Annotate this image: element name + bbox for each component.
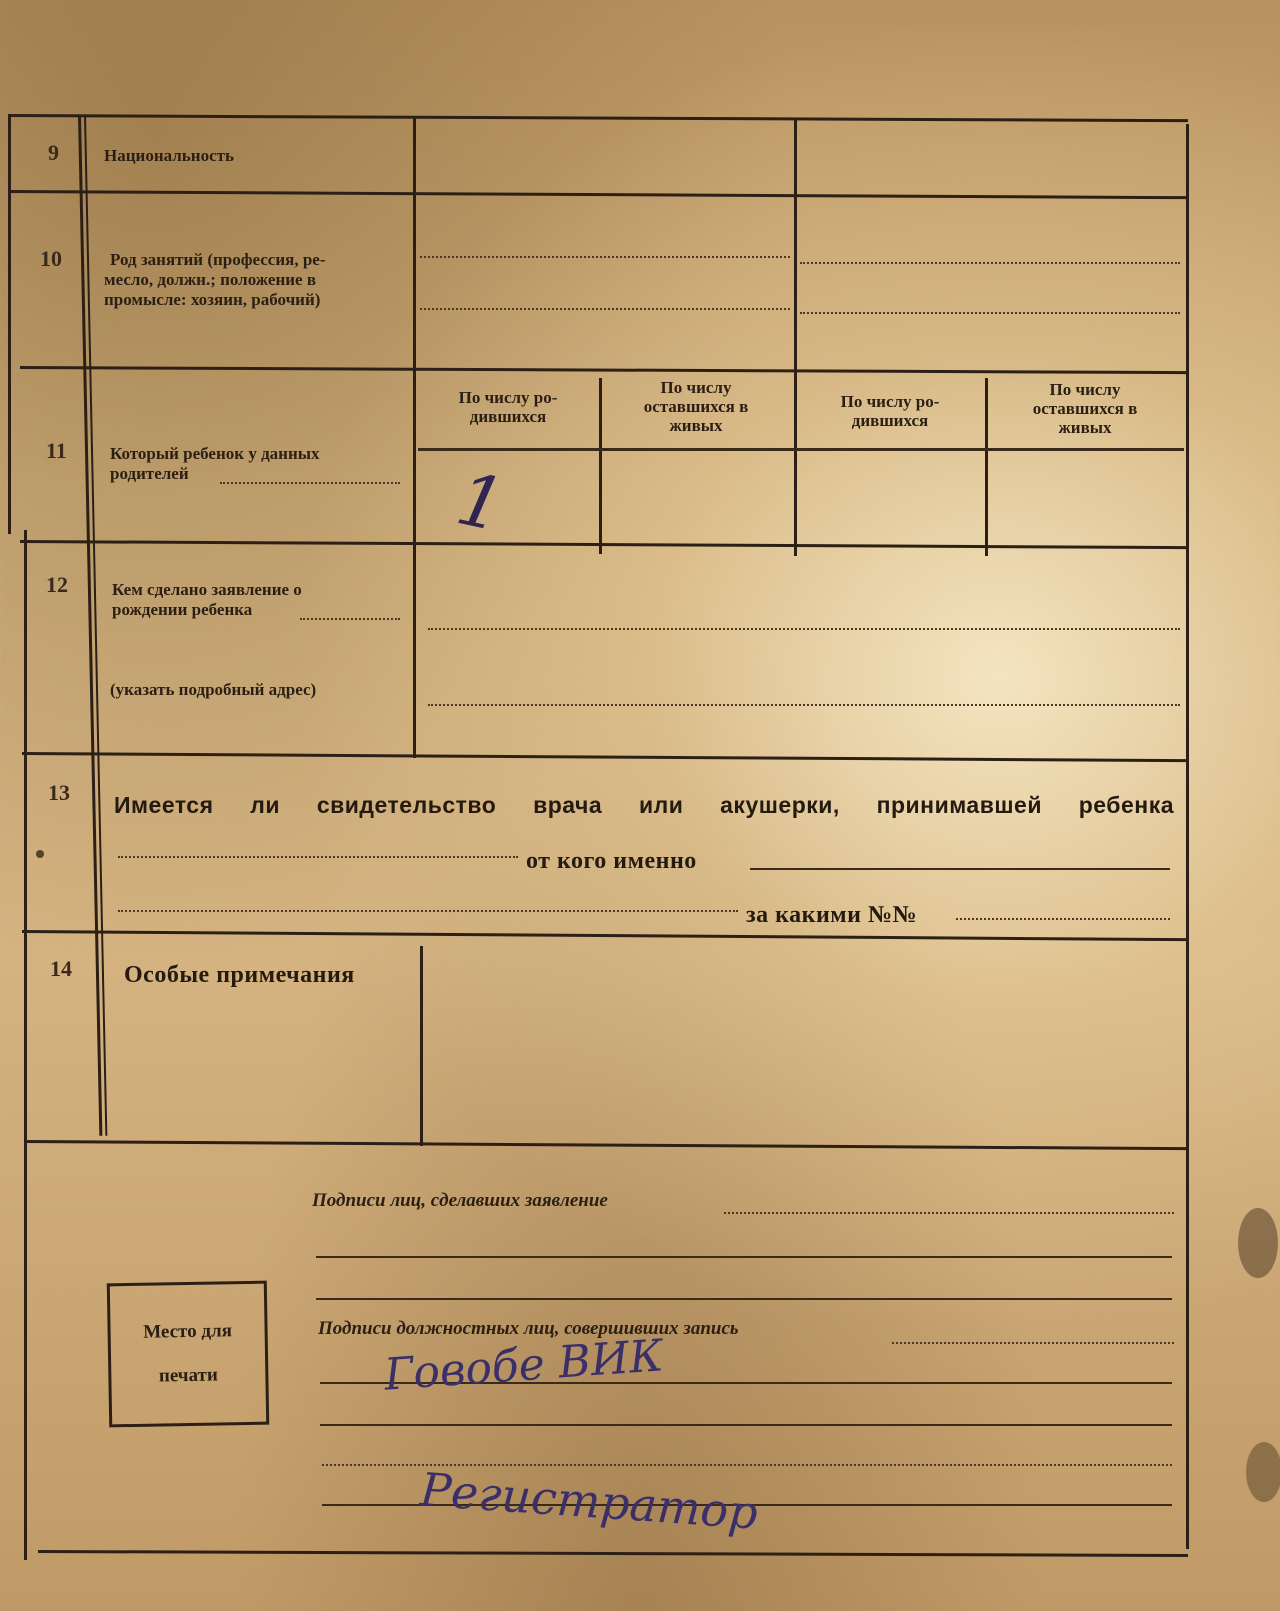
fill-line <box>428 628 1180 630</box>
rule-r11-split-b <box>985 378 988 556</box>
row-number: 11 <box>46 438 67 463</box>
fill-line <box>750 868 1170 870</box>
fill-line <box>316 1298 1172 1300</box>
rule-top <box>8 114 1188 122</box>
sub-header-line: По числу ро- <box>840 392 940 411</box>
rule-row-13-14 <box>22 930 1186 941</box>
row-number: 13 <box>48 780 70 805</box>
sub-header-1 <box>420 388 596 426</box>
fill-line <box>220 482 400 484</box>
sub-header-3 <box>800 392 980 430</box>
rule-label-col <box>413 118 416 758</box>
row-label-line: промысле: хозяин, рабочий) <box>104 290 321 309</box>
paper-wear <box>1238 1208 1278 1278</box>
fill-line <box>300 618 400 620</box>
fill-line <box>118 856 518 858</box>
sub-header-2 <box>604 378 788 435</box>
fill-line <box>800 312 1180 314</box>
sub-header-line: По числу ро- <box>458 388 558 407</box>
row-label: Особые примечания <box>124 962 355 988</box>
stamp-place-box <box>107 1281 269 1428</box>
sub-header-line: оставшихся в <box>643 397 749 416</box>
fill-line <box>956 918 1170 920</box>
row-number: 10 <box>40 246 62 271</box>
fill-line <box>428 704 1180 706</box>
row-number: 14 <box>50 956 72 981</box>
rule-left-lower <box>24 530 27 1560</box>
sub-header-line: дившихся <box>469 407 547 426</box>
rule-row-12-13 <box>22 752 1186 762</box>
rule-r11-header <box>418 448 1184 451</box>
fill-line <box>892 1342 1174 1344</box>
row-label-line: Который ребенок у данных <box>110 444 320 463</box>
paper-wear <box>36 850 44 858</box>
rule-label-col-14 <box>420 946 423 1146</box>
rule-bottom <box>38 1550 1188 1557</box>
handwritten-child-number: 1 <box>449 456 513 548</box>
rule-parents-split <box>794 120 797 556</box>
applicants-signatures-label: Подписи лиц, сделавших заявление <box>312 1190 608 1211</box>
fill-line <box>724 1212 1174 1214</box>
from-whom-label: от кого именно <box>526 848 697 874</box>
fill-line <box>420 308 790 310</box>
paper-wear <box>1246 1442 1280 1502</box>
row-label-line: родителей <box>110 464 189 483</box>
row-label-line: рождении ребенка <box>112 600 253 619</box>
fill-line <box>420 256 790 258</box>
sub-header-line: живых <box>1058 418 1112 437</box>
rule-row-11-12 <box>20 540 1188 549</box>
address-note: (указать подробный адрес) <box>110 680 317 699</box>
sub-header-line: По числу <box>1049 380 1121 399</box>
rule-row-9-10 <box>8 190 1188 199</box>
sub-header-line: По числу <box>660 378 732 397</box>
row-question: Имеется ли свидетельство врача или акушерки, принимавшей ребенка <box>114 792 1174 818</box>
fill-line <box>320 1424 1172 1426</box>
rule-row-14-sig <box>24 1140 1186 1150</box>
row-label: Национальность <box>104 146 234 165</box>
rule-left <box>8 114 11 534</box>
row-number: 12 <box>46 572 68 597</box>
fill-line <box>118 910 738 912</box>
row-number: 9 <box>48 140 59 165</box>
row-label-line: месло, должн.; положение в <box>104 270 317 289</box>
handwritten-signature-2: Регистратор <box>418 1462 760 1540</box>
fill-line <box>800 262 1180 264</box>
by-numbers-label: за какими №№ <box>746 902 918 928</box>
sub-header-4 <box>990 380 1180 437</box>
rule-row-10-11 <box>20 366 1188 374</box>
sub-header-line: живых <box>669 416 723 435</box>
stamp-place-label: печати <box>158 1364 219 1387</box>
rule-r11-split-a <box>599 378 602 554</box>
row-label-line: Род занятий (профессия, ре- <box>110 250 326 269</box>
handwritten-signature-1: Говобе ВИК <box>382 1330 665 1401</box>
stamp-place-label: Место для <box>143 1320 233 1343</box>
sub-header-line: дившихся <box>851 411 929 430</box>
row-label-line: Кем сделано заявление о <box>112 580 302 599</box>
rule-right <box>1186 124 1189 1549</box>
fill-line <box>316 1256 1172 1258</box>
rule-num-col-a <box>78 116 102 1136</box>
sub-header-line: оставшихся в <box>1032 399 1138 418</box>
officials-signatures-label: Подписи должностных лиц, совершивших запись <box>318 1318 739 1339</box>
